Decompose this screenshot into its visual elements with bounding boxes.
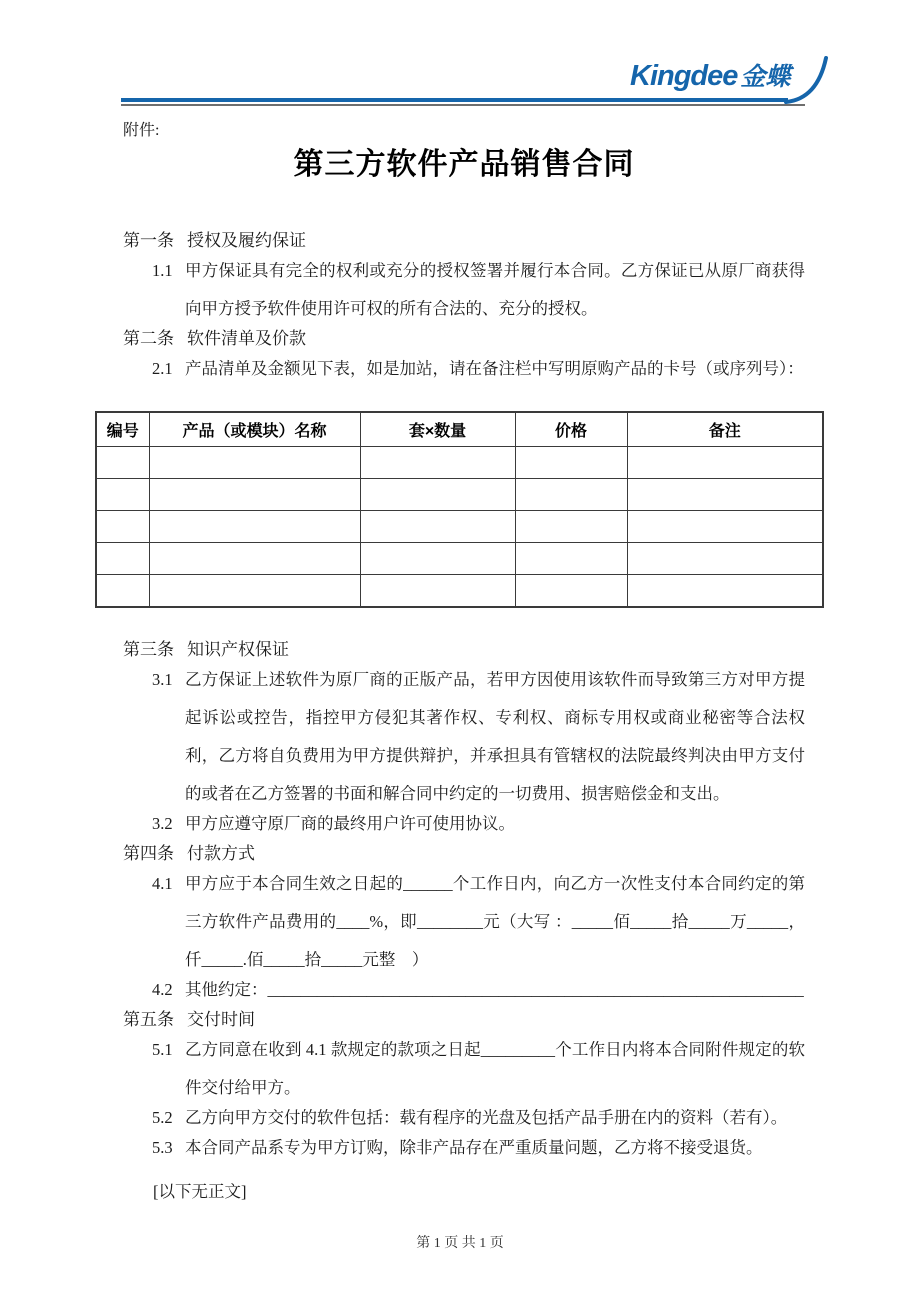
section-title: 知识产权保证 — [187, 640, 289, 659]
table-cell — [149, 575, 360, 608]
table-cell — [360, 543, 515, 575]
table-header-cell: 价格 — [515, 412, 627, 447]
document-title: 第三方软件产品销售合同 — [293, 148, 635, 181]
page-number: 第 1 页 共 1 页 — [416, 1236, 504, 1251]
table-row — [96, 479, 823, 511]
table-row — [96, 543, 823, 575]
table-cell — [627, 575, 823, 608]
clause-text: 乙方同意在收到 4.1 款规定的款项之日起_________个工作日内将本合同附件规定的软件交付给甲方。 — [185, 1040, 805, 1097]
table-header-cell: 套×数量 — [360, 412, 515, 447]
clause-number: 5.1 — [152, 1040, 173, 1059]
section-title: 交付时间 — [187, 1010, 255, 1029]
table-cell — [627, 511, 823, 543]
table-cell — [360, 479, 515, 511]
clause-number: 1.1 — [152, 261, 173, 280]
table-cell — [515, 543, 627, 575]
section-number: 第三条 — [123, 640, 174, 659]
clause-3-2 — [152, 805, 805, 843]
table-cell — [96, 575, 149, 608]
clause-text: 甲方保证具有完全的权利或充分的授权签署并履行本合同。乙方保证已从原厂商获得向甲方授予软件使用许可权的所有合法的、充分的授权。 — [185, 261, 805, 318]
table-cell — [360, 575, 515, 608]
clause-text: 本合同产品系专为甲方订购，除非产品存在严重质量问题，乙方将不接受退货。 — [185, 1138, 763, 1157]
table-cell — [515, 511, 627, 543]
table-cell — [515, 447, 627, 479]
clause-number: 2.1 — [152, 359, 173, 378]
table-cell — [627, 447, 823, 479]
kingdee-logo-cjk: 金蝶 — [740, 63, 791, 91]
table-cell — [149, 447, 360, 479]
section-number: 第五条 — [123, 1010, 174, 1029]
table-cell — [149, 511, 360, 543]
table-cell — [515, 575, 627, 608]
clause-number: 4.1 — [152, 874, 173, 893]
section-number: 第一条 — [123, 231, 174, 250]
table-cell — [149, 479, 360, 511]
product-table-body — [96, 447, 823, 608]
section-title: 软件清单及价款 — [187, 329, 306, 348]
table-header-cell: 备注 — [627, 412, 823, 447]
table-header-row — [96, 412, 823, 447]
table-row — [96, 447, 823, 479]
clause-3-1 — [152, 661, 805, 813]
table-cell — [360, 447, 515, 479]
clause-text: 甲方应遵守原厂商的最终用户许可使用协议。 — [185, 814, 515, 833]
table-cell — [627, 479, 823, 511]
clause-number: 5.2 — [152, 1108, 173, 1127]
header-swoosh-icon — [784, 56, 830, 106]
table-cell — [96, 543, 149, 575]
table-header-cell: 产品（或模块）名称 — [149, 412, 360, 447]
clause-text: 乙方保证上述软件为原厂商的正版产品，若甲方因使用该软件而导致第三方对甲方提起诉讼或控告，指控甲方侵犯其著作权、专利权、商标专用权或商业秘密等合法权利，乙方将自负费用为甲方提供辩护，并承担具有管辖权的法院最终判决由甲方支付的或者在乙方签署的书面和解合同中约定的一切费用、损害赔偿金和支出。 — [185, 670, 805, 803]
table-cell — [149, 543, 360, 575]
attachment-label: 附件: — [123, 122, 160, 139]
clause-text: 产品清单及金额见下表，如是加站，请在备注栏中写明原购产品的卡号（或序列号）： — [185, 359, 804, 378]
clause-1-1 — [152, 252, 805, 328]
clause-text: 其他约定：_________________________________________________________________ — [185, 980, 804, 999]
header-rule-gray — [121, 104, 805, 106]
table-row — [96, 511, 823, 543]
table-cell — [627, 543, 823, 575]
section-title: 授权及履约保证 — [187, 231, 306, 250]
kingdee-logo — [630, 57, 790, 93]
section-number: 第四条 — [123, 844, 174, 863]
table-cell — [360, 511, 515, 543]
table-header-cell: 编号 — [96, 412, 149, 447]
table-cell — [515, 479, 627, 511]
table-cell — [96, 479, 149, 511]
product-table — [95, 411, 824, 608]
header-rule-blue — [121, 98, 788, 102]
table-cell — [96, 447, 149, 479]
clause-text: 乙方向甲方交付的软件包括：载有程序的光盘及包括产品手册在内的资料（若有）。 — [185, 1108, 788, 1127]
clause-4-1 — [152, 865, 805, 979]
table-row — [96, 575, 823, 608]
table-cell — [96, 511, 149, 543]
clause-number: 5.3 — [152, 1138, 173, 1157]
clause-number: 4.2 — [152, 980, 173, 999]
section-title: 付款方式 — [187, 844, 255, 863]
clause-5-1 — [152, 1031, 805, 1107]
clause-number: 3.2 — [152, 814, 173, 833]
clause-4-2 — [152, 971, 805, 1009]
no-more-text-note: [以下无正文] — [153, 1182, 247, 1201]
clause-2-1 — [152, 350, 805, 388]
clause-number: 3.1 — [152, 670, 173, 689]
clause-text: 甲方应于本合同生效之日起的______个工作日内，向乙方一次性支付本合同约定的第三方软件产品费用的____%，即________元（大写 ：_____佰_____拾_____万_____，仟_____.佰_____拾_____元整 ） — [185, 874, 805, 969]
kingdee-logo-latin: Kingdee — [630, 60, 738, 92]
section-number: 第二条 — [123, 329, 174, 348]
clause-5-3 — [152, 1129, 805, 1167]
